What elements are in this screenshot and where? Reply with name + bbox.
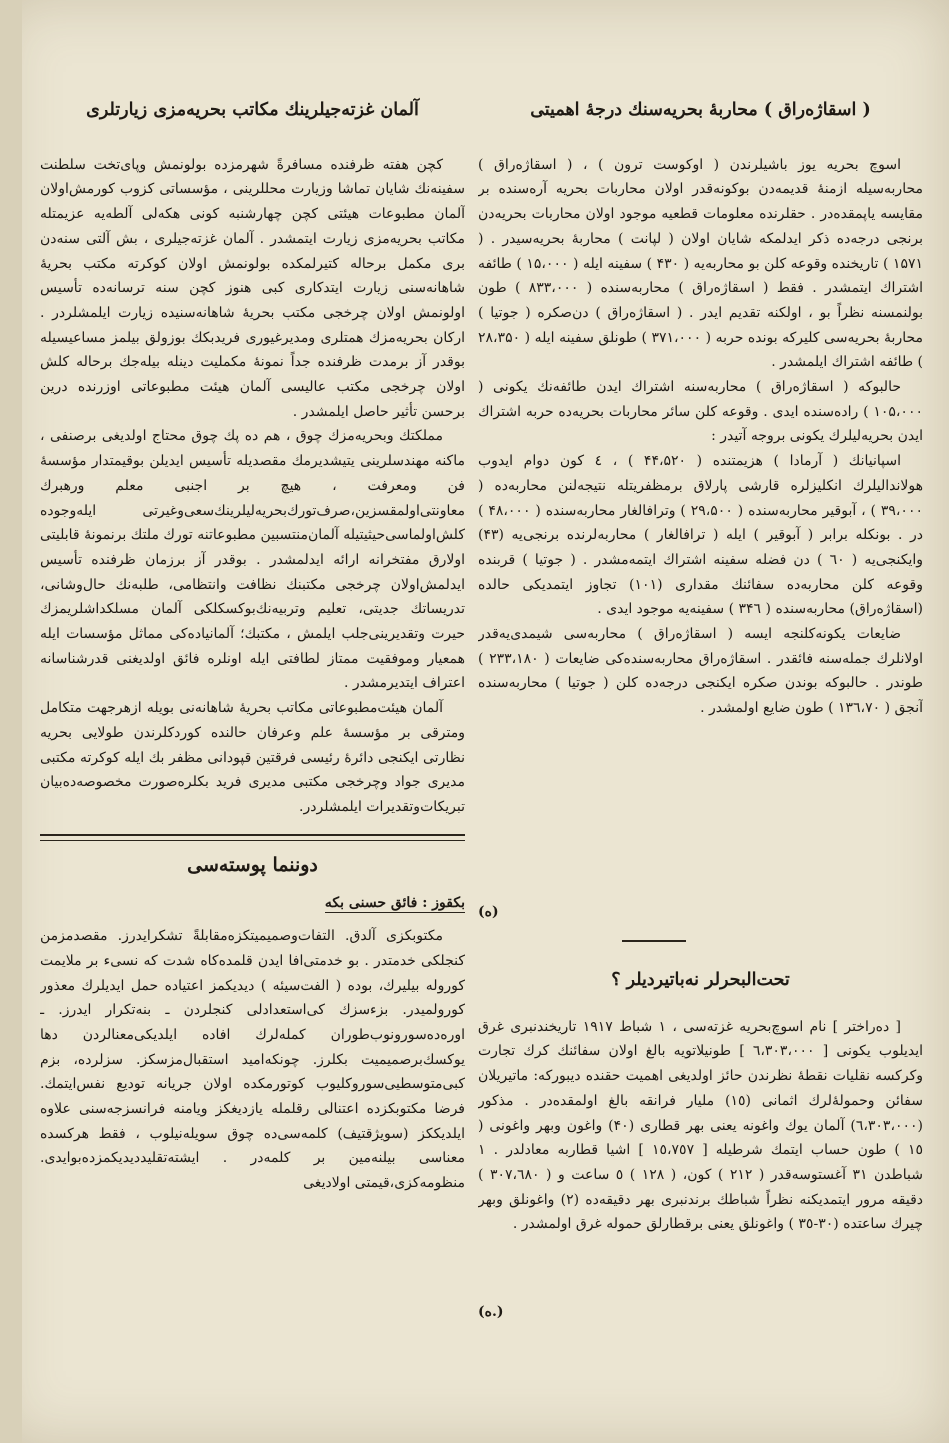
section-double-rule-thin (40, 840, 465, 841)
article-german-journalists-paragraph-2: مملکتك وبحریه‌مزك چوق ، هم ده پك چوق محتاج اولدیغی برصنفی ، ماکنه مهندسلرینی یتیشدیرمك مقصدیله تأسیس ایدیلن بوقیمتدار مؤسسهٔ فن ومعرفت ، هیچ بر اجنبی معلم ورهبرك معاونتی‌اولمقسزین،صرف‌تورك‌بحریه‌لیلرینك‌سعی‌وغیرتی ایله‌وجوده کلش‌اولماسی‌حیثیتیله آلمان‌منتسبین مطبوعاتنه تورك ملتك برنمونهٔ قابلیتی اولارق مفتخرانه ارائه ایدلمشدر . بوقدر آز برزمان ظرفنده تأسیس ایدلمش‌اولان چرخجی مکتبنك نظافت وانتظامی، طلبه‌نك حال‌وشانی، تدریساتك جدیتی، تعلیم وتربیه‌نك‌بوکسکلکی آلمان مسلکداشلریمزك حیرت وتقدیرینی‌جلب ایلمش ، مکتبك؛ آلمانیاده‌کی مماثل مؤسسات ایله همعیار وموفقیت ممتاز لطافتی ایله اونلره فائق اولدیغنی قدرشناسانه اعتراف ایتدیرمشدر . (40, 428, 465, 692)
article-submarines-end-mark-box (478, 1300, 538, 1330)
article-skagerrak-paragraph-4: ضایعات یکونه‌کلنجه ایسه ( اسقاژه‌راق ) محاربه‌سی شیمدی‌یه‌قدر اولانلرك جمله‌سنه فائقدر . اسقاژه‌راق محاربه‌سنده‌کی ضایعات ( ۲۳۳،۱۸۰ ) طوندر . حالبوکه بوندن صکره ایکنجی درجه‌ده کلن ( جوتیا ) محاربه‌سنده آنجق ( ۱۳٦،۷۰ ) طون ضایع اولمشدر . (478, 626, 923, 717)
navy-post-letter: مکتوبکزی آلدق. التفات‌وصمیمیتکزه‌مقابلةً تشکرایدرز. مقصدمزمن کنجلکی خدمتدر . بو خدمتی‌افا ایدن قلمده‌کاه شدت که نسیء بر ملایمت کوروله بیلیرك، بوده ( الفت‌سیئه ) دیدیکمز اعتیاده حمل ایدیلرك معذور کورولمیدر. بزءسزك کی‌استعدادلی کنجلردن ـ بنه‌تکرار ایدرز. ـ اوره‌ده‌سورونوب‌طوران کمله‌لرك افاده ایلدیکی‌معنالردن دها یوکسك‌برصمیمیت بکلرز. چونکه‌امید استقبال‌مزسکز. سزلرده، بزم کبی‌متوسطیی‌سوروکلیوب کوتورمکده اولان جریانه تودیع نفس‌ایتمك. فرضا مکتوبکزده اعتنالی رقلمله یازدیغکز ویامنه فرانسزجه‌سنی علاوه ایلدیککز (سویژقتیف) کلمه‌سی‌ده چوق سویله‌نیلوب ، فقط هرکسده معناسی بیلنه‌مین بر کلمه‌در . ایشته‌تقلیددیدیکمزده‌بوایدی. منظومه‌کزی‌،قیمتی اولادیغی (40, 928, 465, 1192)
article-german-journalists-headline: آلمان غزته‌جیلرینك مکاتب بحریه‌مزی زیارتلری (86, 100, 419, 120)
article-german-journalists-paragraph-3: آلمان هیئت‌مطبوعاتی مکاتب بحریهٔ شاهانه‌نی بویله ازهرجهت متکامل ومترقی بر مؤسسهٔ علم وعرفان حالنده کوردکلرندن طولایی بحریه نظارتی ایکنجی دائرهٔ رئیسی فرقتین قپودانی مظفر بك ایله کوکرته مکتبی مدیری جواد وچرخجی مکتبی مدیری فرید بکلره‌صورت مخصوصه‌ده‌بیان تبریکات‌وتقدیرات ایلمشلردر. (40, 700, 465, 815)
navy-post-byline-text: بکقوز : فائق حسنی بکه (324, 895, 465, 912)
article-submarines-paragraph: [ ده‌راختر ] نام اسوچ‌بحریه غزته‌سی ، ۱ شباط ۱۹۱۷ تاریخندنبری غرق ایدیلوب یکونی [ ٦،۳۰۳،۰۰۰ ] طونیلاتویه بالغ اولان سفائنك کرك تجارت وکرکسه نقلیات نقطهٔ نظرندن حائز اولدیغی اهمیت حقنده دیبورکه: ماتیریلان سفائن وحمولهٔ‌لرك اثمانی (۱٥) ملیار فرانقه بالغ اولمقده‌در . مذکور (٦،۳۰۳،۰۰۰) آلمان یوك واغونه یعنی بهر قطاری (۴۰) واغون وبهر واغونی ( ۱٥ ) طون حساب ایتمك شرطیله [ ۱٥،۷٥۷ ] اشیا قطاربه معادلدر . ۱ شباطدن ۳۱ آغستوسه‌قدر ( ۲۱۲ ) کون، ( ۱۲۸ ) ٥ ساعت و ( ۳۰۷،٦۸۰ ) دقیقه مرور ایتمدیکنه نظراً شباطك برندنبری بهر دقیقه‌ده (۲) واغونلق وبهر چیرك ساعتده (۳۰-۳٥ ) واغونلق یعنی برقطارلق حموله غرق اولمشدر . (478, 1018, 923, 1233)
article-skagerrak (478, 90, 923, 870)
navy-post-byline (40, 891, 465, 916)
article-skagerrak-paragraph-1: اسوچ بحریه یوز باشیلرندن ( اوکوست ترون ) ، ( اسقاژه‌راق ) محاربه‌سیله ازمنهٔ قدیمه‌دن بوکونه‌قدر اولان محاربات بحریه آره‌سنده بر مقایسه یاپمقده‌در . حقلرنده معلومات قطعیه موجود اولان محاربات بحریه‌دن برنجی درجه‌ده ذکر ایدلمکه شایان اولان ( لپانت ) محاربهٔ بحریه‌سیدر . ( ۱۵۷۱ ) تاریخنده وقوعه کلن بو محاربه‌یه ( ۴۳۰ ) سفینه ایله ( ۱۵،۰۰۰ ) طائفه اشتراك ایتمشدر . فقط ( اسقاژه‌راق ) محاربه‌سنده ( ۸۳۳،۰۰۰ ) طون بولنمسنه نظراً بو ، اولکنه تقدیم ایدر . ( اسقاژه‌راق ) دن‌صکره ( جوتیا ) محاربهٔ بحریه‌سی کلیرکه بونده حربه ( ۳۷۱،۰۰۰ ) طونلق سفینه ایله ( ۲۸،۳۵۰ ) طائفه اشتراك ایلمشدر . (478, 156, 923, 371)
article-skagerrak-headline: ( اسقاژه‌راق ) محاربهٔ بحریه‌سنك درجهٔ اهمیتی (530, 100, 871, 120)
article-submarines-headline: تحت‌البحرلر نه‌باتیردیلر ؟ (611, 970, 790, 990)
article-german-journalists (40, 90, 465, 1365)
article-skagerrak-end-mark-box (478, 900, 538, 930)
article-skagerrak-paragraph-2: حالبوکه ( اسقاژه‌راق ) محاربه‌سنه اشتراك ایدن طائفه‌نك یکونی ( ۱۰۵،۰۰۰ ) راده‌سنده ایدی . وقوعه کلن سائر محاربات بحریه‌ده حربه اشتراك ایدن بحریه‌لیلرك یکونی بروجه آتیدر : (478, 379, 923, 445)
article-skagerrak-paragraph-3: اسپانیانك ( آرمادا ) هزیمتنده ( ۴۴،۵۲۰ ) ، ٤ کون دوام ایدوب هولاندالیلرك انکلیزلره قارشی پارلاق برمظفریتله نتیجه‌لنن محاربه‌ده ( ۳۹،۰۰۰ ) ، آبوقیر محاربه‌سنده ( ۲۹،۵۰۰ ) وترافالغار محاربه‌سنده ( ۴۸،۰۰۰ ) در . بونکله برابر ( آبوقیر ) ایله ( ترافالغار ) محاربه‌لرنده برنجی‌یه (۴۳) وایکنجی‌یه ( ٦۰ ) دن فضله سفینه اشتراك ایتمه‌مشدر . ( جوتیا ) قربنده وقوعه کلن محاربه‌ده سفائنك مقداری (۱۰۱) تجاوز ایتمدیکی حالده (اسقاژه‌راق) محاربه‌سنده ( ۳۴٦ ) سفینه‌یه موجود ایدی . (478, 453, 923, 618)
sheet-edge (0, 0, 22, 1443)
article-submarines (478, 960, 923, 1350)
article-submarines-end-mark: (ه.) (478, 1304, 504, 1320)
section-double-rule (40, 834, 465, 836)
article-skagerrak-end-mark: (ه) (478, 904, 499, 920)
section-divider (622, 940, 686, 942)
navy-post-section-title: دوننما پوسته‌سی (187, 853, 318, 876)
article-german-journalists-paragraph-1: کچن هفته ظرفنده مسافرةً شهرمزده بولونمش وپای‌تخت سلطنت سفینه‌نك شایان تماشا وزیارت محللرینی ، مؤسساتی کزوب کورمش‌اولان آلمان مطبوعات هیئتی کچن چهارشنبه کونی هکه‌لی آلطه‌یه عزیمتله مکاتب بحریه‌مزی زیارت ایتمشدر . آلمان غزته‌جیلری ، بش آلتی سنه‌دن بری مکمل برحاله کتیرلمکده بولونمش اولان کوکرته مکتب بحریهٔ شاهانه‌سنی زیارت ایتدکاری کبی هنوز کچن سنه ترسانه‌ده تأسیس اولونمش اولان چرخجی مکتب بحریهٔ شاهانه‌سنیده زیارت ایلمشلردر . ارکان بحریه‌مزك همتلری ومدیرغیوری فریدبکك بوزولق بیلمز مساعیسیله بوقدر آز برمدت ظرفنده جداً نمونهٔ مکملیت دینله بیله‌جك برحاله کلش اولان چرخجی مکتب عالیسی آلمان هیئت مطبوعاتی اوزرنده درین برحسن تأثیر حاصل ایلمشدر . (40, 156, 465, 420)
